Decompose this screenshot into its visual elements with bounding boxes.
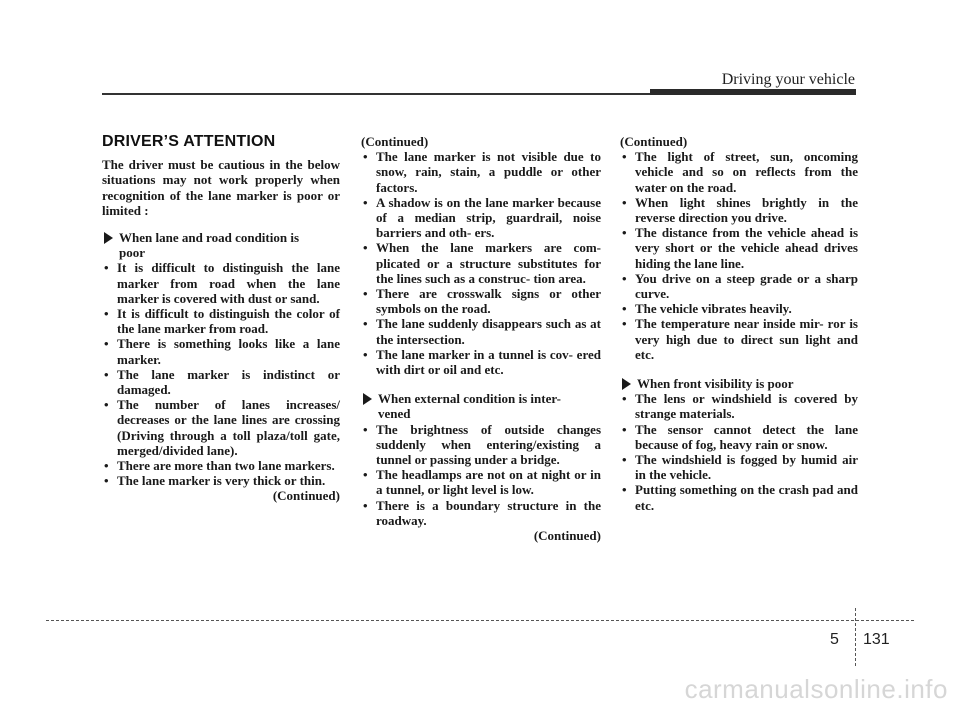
list-item: • The headlamps are not on at night or in a tunnel, or light level is low. (361, 467, 601, 497)
list-item: • There are more than two lane markers. (102, 458, 340, 473)
continued-label: (Continued) (361, 134, 429, 149)
list-item: • The lane marker is not visible due to snow, rain, stain, a puddle or other factors. (361, 149, 601, 195)
page-number: 131 (863, 631, 890, 648)
list-item: • The distance from the vehicle ahead is very short or the vehicle ahead drives hiding the lane line. (620, 225, 858, 271)
list-item: • You drive on a steep grade or a sharp curve. (620, 271, 858, 301)
column-1 (102, 134, 340, 504)
triangle-bullet-icon (104, 232, 113, 244)
list-item: • The number of lanes increases/ decreases or the lane lines are crossing (Driving through a toll plaza/toll gate, merged/divided lane). (102, 397, 340, 458)
footer-divider (855, 608, 856, 666)
list-item: • The light of street, sun, oncoming vehicle and so on reflects from the water on the road. (620, 149, 858, 195)
footer-rule (46, 620, 914, 621)
list-item: • There is something looks like a lane marker. (102, 336, 340, 366)
list-item: • The sensor cannot detect the lane because of fog, heavy rain or snow. (620, 422, 858, 452)
subheading-text: When external condition is inter- (378, 391, 561, 407)
subheading-text: When front visibility is poor (637, 376, 794, 392)
chapter-number: 5 (830, 631, 839, 648)
list-item: • The temperature near inside mir- ror is very high due to direct sun light and etc. (620, 316, 858, 362)
list-item: • Putting something on the crash pad and etc. (620, 482, 858, 512)
subheading-text: When lane and road condition is (119, 230, 300, 246)
list-lane-road (102, 260, 340, 488)
list-item: • The lane marker in a tunnel is cov- ered with dirt or oil and etc. (361, 347, 601, 377)
running-header: Driving your vehicle (721, 71, 855, 88)
subheading-text-cont: poor (119, 245, 145, 261)
subheading-external (361, 391, 601, 406)
subheading-lane-road (102, 230, 340, 245)
list-item: • The lens or windshield is covered by strange materials. (620, 391, 858, 421)
list-item: • When the lane markers are com- plicated or a structure substitutes for the lines such as a construc- tion area. (361, 240, 601, 286)
triangle-bullet-icon (622, 378, 631, 390)
list-item: • There are crosswalk signs or other symbols on the road. (361, 286, 601, 316)
triangle-bullet-icon (363, 393, 372, 405)
watermark: carmanualsonline.info (684, 674, 948, 704)
column-3 (620, 134, 858, 513)
list-item: • A shadow is on the lane marker because of a median strip, guardrail, noise barriers and oth- ers. (361, 195, 601, 241)
column-2 (361, 134, 601, 543)
continued-label: (Continued) (620, 134, 688, 149)
section-heading: DRIVER’S ATTENTION (102, 133, 276, 150)
list-item: • The lane marker is very thick or thin. (102, 473, 340, 488)
list-external-cont (620, 149, 858, 362)
subheading-visibility (620, 376, 858, 391)
list-lane-road-cont (361, 149, 601, 377)
list-item: • The vehicle vibrates heavily. (620, 301, 858, 316)
list-item: • It is difficult to distinguish the lane marker from road when the lane marker is covered with dust or sand. (102, 260, 340, 306)
list-item: • There is a boundary structure in the roadway. (361, 498, 601, 528)
list-item: • It is difficult to distinguish the color of the lane marker from road. (102, 306, 340, 336)
subheading-text-cont: vened (378, 406, 411, 422)
list-item: • The lane suddenly disappears such as at the intersection. (361, 316, 601, 346)
header-accent-bar (650, 89, 856, 95)
list-item: • The windshield is fogged by humid air in the vehicle. (620, 452, 858, 482)
list-item: • The lane marker is indistinct or damaged. (102, 367, 340, 397)
list-item: • The brightness of outside changes suddenly when entering/existing a tunnel or passing under a bridge. (361, 422, 601, 468)
list-visibility (620, 391, 858, 513)
list-external (361, 422, 601, 528)
continued-label: (Continued) (533, 528, 601, 544)
intro-paragraph: The driver must be cautious in the below situations may not work properly when recognition of the lane marker is poor or limited : (102, 157, 340, 218)
list-item: • When light shines brightly in the reverse direction you drive. (620, 195, 858, 225)
continued-label: (Continued) (272, 488, 340, 504)
